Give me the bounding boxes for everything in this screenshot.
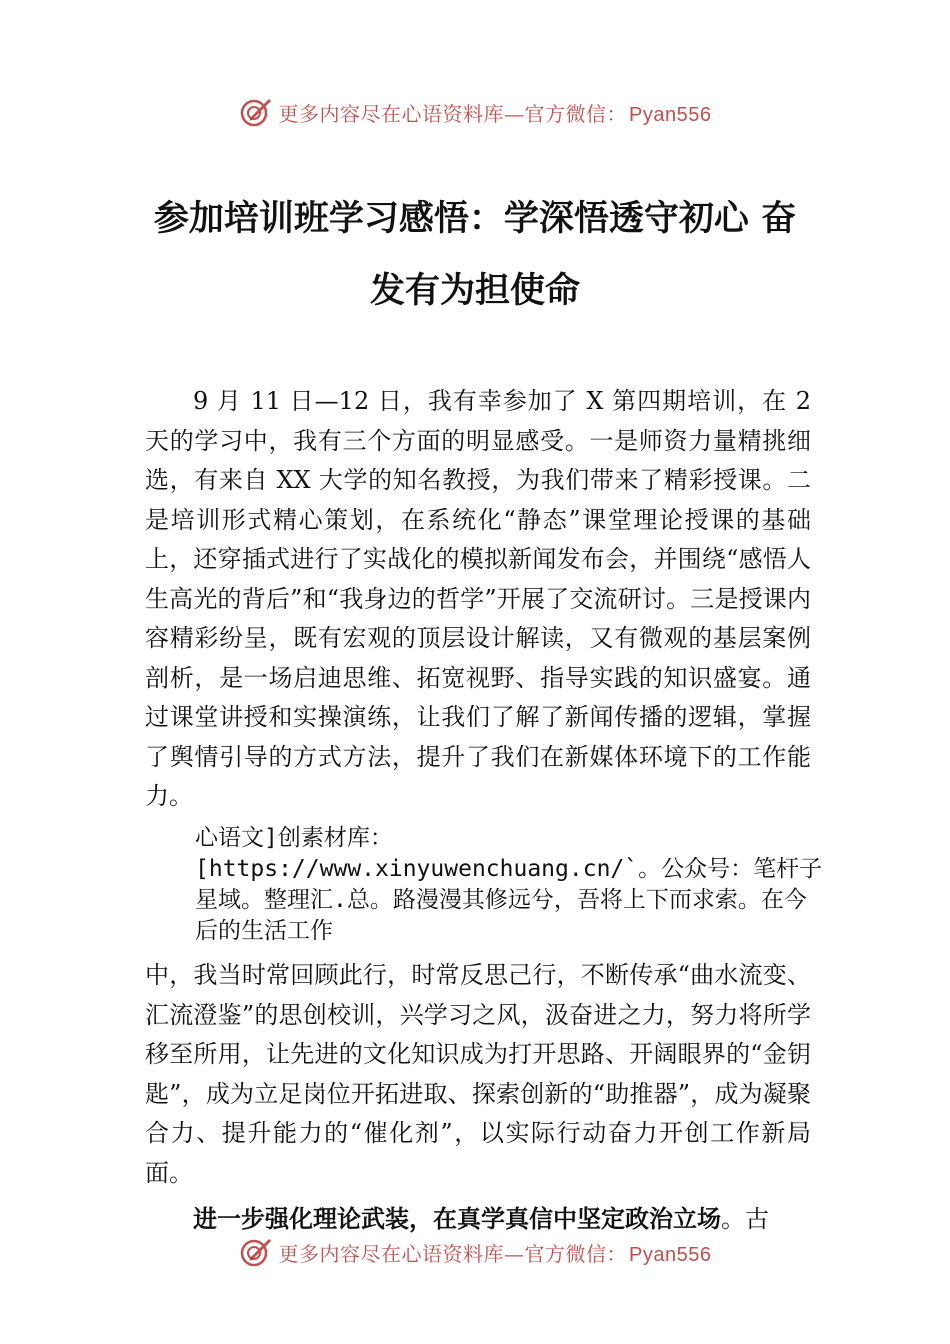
wechat-handle: Pyan556	[629, 1243, 712, 1266]
paragraph-continuation: 。古	[721, 1205, 769, 1233]
banner-text: 更多内容尽在心语资料库—官方微信： Pyan556	[278, 1241, 712, 1266]
banner-text: 更多内容尽在心语资料库—官方微信： Pyan556	[278, 101, 712, 126]
wechat-handle: Pyan556	[629, 103, 712, 126]
footer-banner	[0, 1232, 950, 1272]
page-title: 参加培训班学习感悟：学深悟透守初心 奋发有为担使命	[153, 199, 797, 312]
header-banner	[0, 92, 950, 132]
quill-pen-logo-icon	[239, 1235, 273, 1269]
paragraph-source-note: 心语文]创素材库：[https://www.xinyuwenchuang.cn/`。公众号：笔杆子星域。整理汇.总。路漫漫其修远兮，吾将上下而求索。在今后的生活工作	[195, 825, 823, 944]
paragraph-reflection: 中，我当时常回顾此行，时常反思己行，不断传承“曲水流变、汇流澄鉴”的思创校训，兴学习之风，汲奋进之力，努力将所学移至所用，让先进的文化知识成为打开思路、开阔眼界的“金钥匙”，成为立足岗位开拓进取、探索创新的“助推器”，成为凝聚合力、提升能力的“催化剂”，以实际行动奋力开创工作新局面。	[145, 961, 811, 1187]
paragraph-training-summary: 9 月 11 日—12 日，我有幸参加了 X 第四期培训，在 2 天的学习中，我有三个方面的明显感受。一是师资力量精挑细选，有来自 XX 大学的知名教授，为我们带来了精彩授课。二是培训形式精心策划，在系统化“静态”课堂理论授课的基础上，还穿插式进行了实战化的模拟新闻发布会，并围绕“感悟人生高光的背后”和“我身边的哲学”开展了交流研讨。三是授课内容精彩纷呈，既有宏观的顶层设计解读，又有微观的基层案例剖析，是一场启迪思维、拓宽视野、指导实践的知识盛宴。通过课堂讲授和实操演练，让我们了解了新闻传播的逻辑，掌握了舆情引导的方式方法，提升了我们在新媒体环境下的工作能力。	[145, 387, 811, 810]
bold-lead-sentence: 进一步强化理论武装，在真学真信中坚定政治立场	[193, 1205, 721, 1233]
quill-pen-logo-icon	[239, 95, 273, 129]
